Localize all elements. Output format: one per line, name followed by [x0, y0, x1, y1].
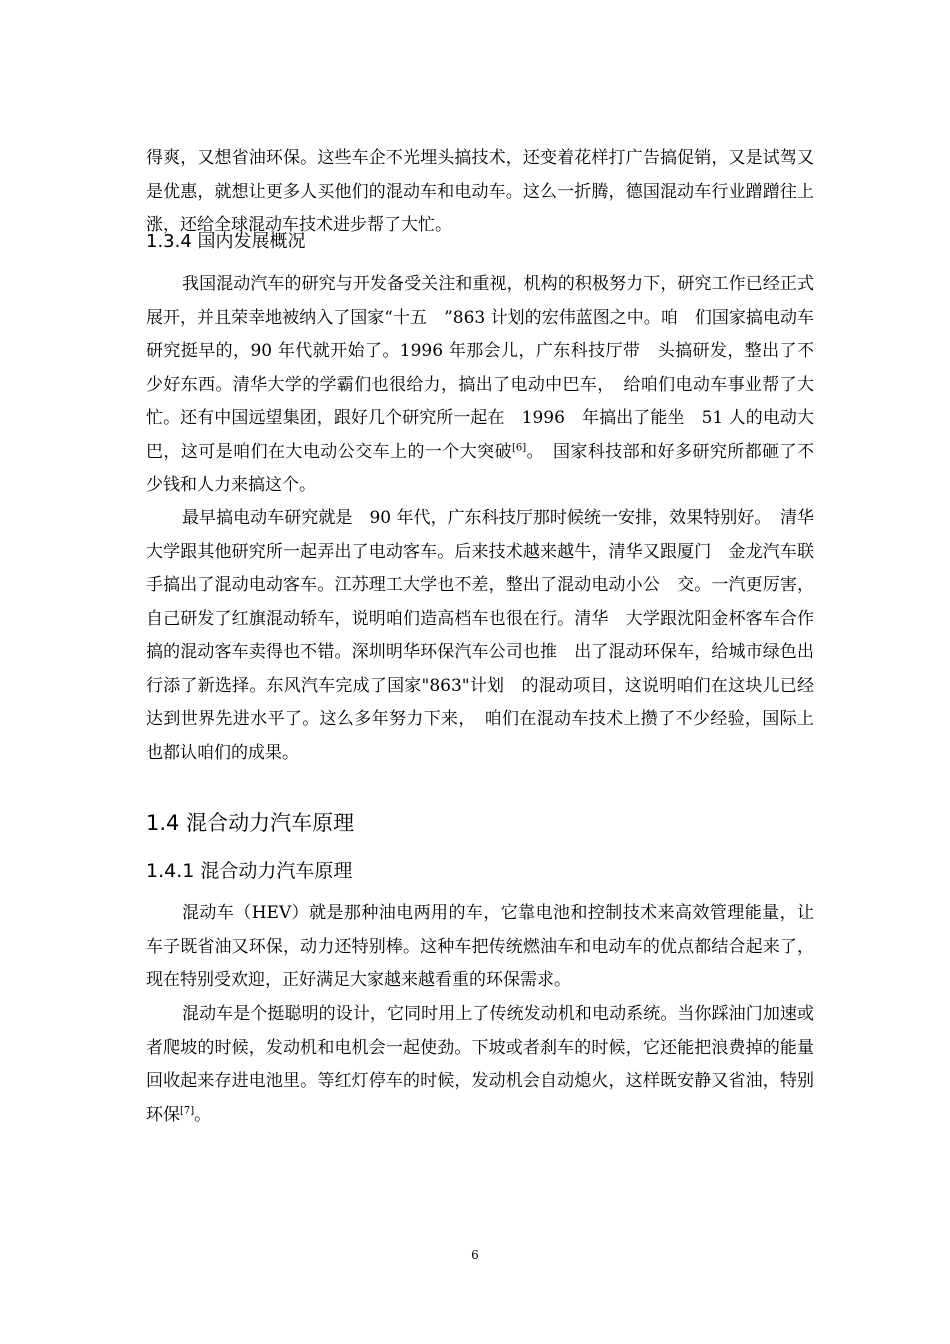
- paragraph-continuation: 得爽，又想省油环保。这些车企不光埋头搞技术，还变着花样打广告搞促销，又是试驾又是优惠，就想让更多人买他们的混动车和电动车。这么一折腾，德国混动车行业蹭蹭往上涨，还给全球混动车技术进步帮了大忙。: [146, 148, 814, 235]
- page-number: 6: [471, 1248, 479, 1262]
- paragraph-early-research: 最早搞电动车研究就是 90 年代，广东科技厅那时候统一安排，效果特别好。 清华大学跟其他研究所一起弄出了电动客车。后来技术越来越牛，清华又跟厦门 金龙汽车联手搞出了混动电动客车。江苏理工大学也不差，整出了混动电动小公 交。一汽更厉害，自己研发了红旗混动轿车，说明咱们造高档车也很在行。清华 大学跟沈阳金杯客车合作搞的混动客车卖得也不错。深圳明华环保汽车公司也推 出了混动环保车，给城市绿色出行添了新选择。东风汽车完成了国家"863"计划 的混动项目，这说明咱们在这块儿已经达到世界先进水平了。这么多年努力下来， 咱们在混动车技术上攒了不少经验，国际上也都认咱们的成果。: [146, 508, 814, 763]
- paragraph-text: 混动车是个挺聪明的设计，它同时用上了传统发动机和电动系统。当你踩油门加速或者爬坡的时候，发动机和电机会一起使劲。下坡或者刹车的时候，它还能把浪费掉的能量回收起来存进电池里。等红灯停车的时候，发动机会自动熄火，这样既安静又省油，特别环保: [146, 1004, 814, 1125]
- paragraph-hev-operation: [146, 998, 814, 1132]
- section-heading-1-4-1: 1.4.1 混合动力汽车原理: [146, 860, 353, 882]
- paragraph-hev-definition: 混动车（HEV）就是那种油电两用的车，它靠电池和控制技术来高效管理能量，让车子既省油又环保，动力还特别棒。这种车把传统燃油车和电动车的优点都结合起来了，现在特别受欢迎，正好满足大家越来越看重的环保需求。: [146, 903, 814, 990]
- citation-ref-6: [6]: [512, 441, 527, 453]
- citation-ref-7: [7]: [180, 1104, 195, 1116]
- paragraph-domestic-overview: [146, 268, 814, 503]
- section-heading-1-4: 1.4 混合动力汽车原理: [146, 811, 355, 835]
- paragraph-text-end: 。 国家科技部和好多研究所都砸了不少钱和人力来搞这个。: [146, 441, 815, 495]
- section-heading-1-3-4: 1.3.4 国内发展概况: [146, 231, 306, 252]
- paragraph-text-end: 。: [194, 1104, 212, 1125]
- paragraph-text: 我国混动汽车的研究与开发备受关注和重视，机构的积极努力下，研究工作已经正式展开，并且荣幸地被纳入了国家“十五 ”863 计划的宏伟蓝图之中。咱 们国家搞电动车研究挺早的，90 年代就开始了。1996 年那会儿，广东科技厅带 头搞研发，整出了不少好东西。清华大学的学霸们也很给力，搞出了电动中巴车， 给咱们电动车事业帮了大忙。还有中国远望集团，跟好几个研究所一起在 1996 年搞出了能坐 51 人的电动大巴，这可是咱们在大电动公交车上的一个大突破: [146, 274, 814, 462]
